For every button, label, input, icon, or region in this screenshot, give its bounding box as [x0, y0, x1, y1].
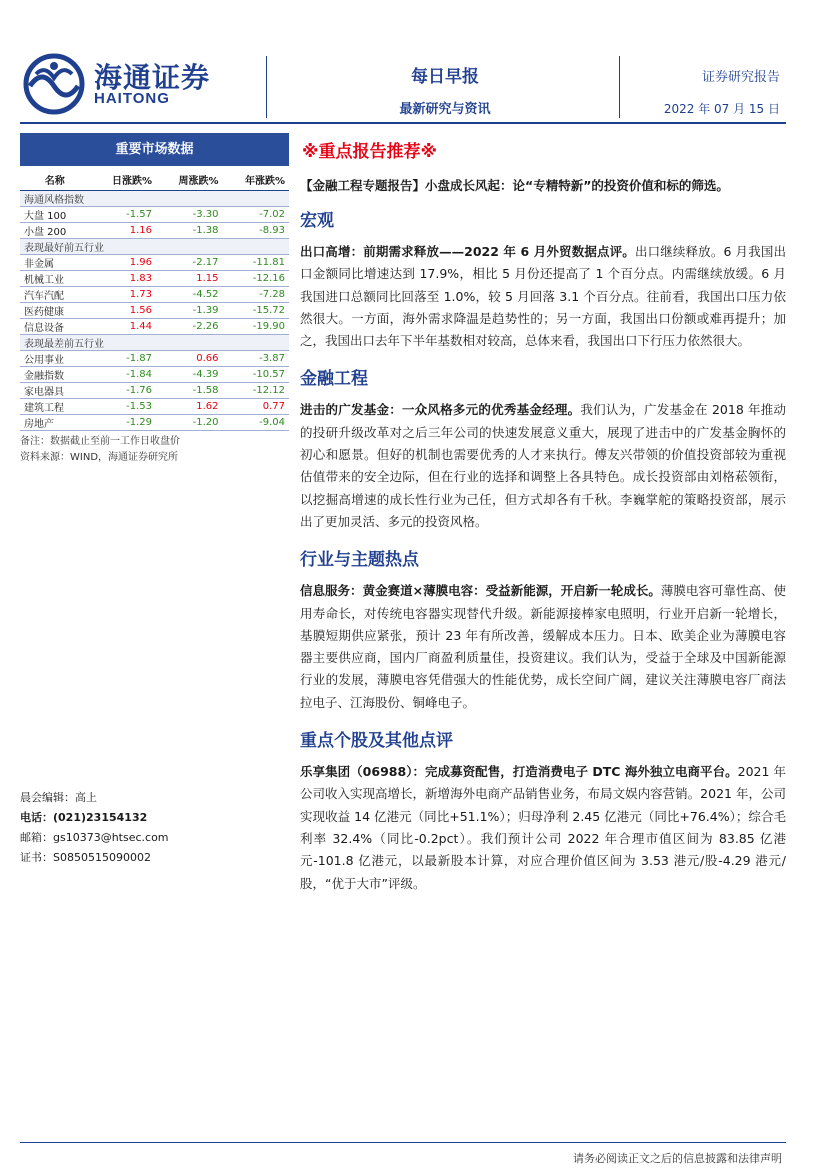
table-group-label: 表现最好前五行业 [20, 238, 289, 254]
row-name: 小盘 200 [20, 222, 90, 238]
row-name: 信息设备 [20, 318, 90, 334]
table-row [20, 254, 289, 270]
section-body-stocks [300, 761, 786, 895]
row-yearly-change: -8.93 [223, 222, 290, 238]
section-lead-macro: 出口高增：前期需求释放——2022 年 6 月外贸数据点评。 [300, 244, 635, 259]
table-row [20, 270, 289, 286]
table-group-row [20, 190, 289, 206]
row-name: 家电器具 [20, 382, 90, 398]
row-yearly-change: -10.57 [223, 366, 290, 382]
row-name: 汽车汽配 [20, 286, 90, 302]
table-header-row [20, 170, 289, 190]
row-name: 机械工业 [20, 270, 90, 286]
row-yearly-change: 0.77 [223, 398, 290, 414]
row-yearly-change: -15.72 [223, 302, 290, 318]
row-weekly-change: 1.15 [156, 270, 222, 286]
section-text-stocks: 2021 年公司收入实现高增长，新增海外电商产品销售业务，布局文娱内容营销。2021 年，公司实现收益 14 亿港元（同比+51.1%）；归母净利 2.45 亿港元（同比+76.4%）；综合毛利率 32.4%（同比-0.2pct）。我们预计公司 2022 年合理市值区间为 83.85 亿港元-101.8 亿港元，以最新股本计算，对应合理价值区间为 3.53 港元/股-4.29 港元/股，“优于大市”评级。 [300, 764, 786, 891]
section-text-quant: 我们认为，广发基金在 2018 年推动的投研升级改革对之后三年公司的快速发展意义重大，展现了进击中的广发基金胸怀的初心和愿景。但好的机制也需要优秀的人才来执行。傅友兴带领的价值投资部较为重视估值带来的安全边际，但在行业的选择和调整上各具特色。成长投资部由刘格菘领衔，以挖掘高增速的成长性行业为己任，但方式却各有千秋。李巍掌舵的策略投资部，展示出了更加灵活、多元的投资风格。 [300, 402, 786, 529]
editor-email[interactable]: 邮箱：gs10373@htsec.com [20, 831, 169, 844]
editor-name: 晨会编辑：高上 [20, 791, 97, 804]
row-weekly-change: 0.66 [156, 350, 222, 366]
header-rule [20, 122, 786, 124]
table-row [20, 382, 289, 398]
col-yearly: 年涨跌% [223, 170, 290, 190]
section-text-macro: 出口继续释放。6 月我国出口金额同比增速达到 17.9%，相比 5 月份还提高了 1 个百分点。内需继续放缓。6 月我国进口总额同比回落至 1.0%，较 5 月回落 3.1 个百分点。往前看，我国出口压力依然很大。一方面，海外需求降温是趋势性的；另一方面，我国出口份额或难再提升；加之，我国出口去年下半年基数相对较高，总体来看，我国出口下行压力依然很大。 [300, 244, 786, 349]
table-row [20, 398, 289, 414]
table-row [20, 366, 289, 382]
row-weekly-change: -3.30 [156, 206, 222, 222]
row-weekly-change: -1.39 [156, 302, 222, 318]
logo-english-name: HAITONG [94, 90, 170, 107]
table-group-label: 海通风格指数 [20, 190, 289, 206]
row-daily-change: -1.57 [90, 206, 156, 222]
row-daily-change: 1.73 [90, 286, 156, 302]
row-weekly-change: -4.39 [156, 366, 222, 382]
row-weekly-change: 1.62 [156, 398, 222, 414]
editor-license: 证书：S0850515090002 [20, 851, 151, 864]
table-group-row [20, 334, 289, 350]
section-title-macro: 宏观 [300, 211, 334, 231]
row-weekly-change: -1.38 [156, 222, 222, 238]
row-daily-change: -1.84 [90, 366, 156, 382]
row-weekly-change: -4.52 [156, 286, 222, 302]
header-divider-left [266, 56, 267, 118]
col-weekly: 周涨跌% [156, 170, 222, 190]
row-yearly-change: -3.87 [223, 350, 290, 366]
row-daily-change: -1.76 [90, 382, 156, 398]
col-daily: 日涨跌% [90, 170, 156, 190]
row-yearly-change: -19.90 [223, 318, 290, 334]
section-lead-quant: 进击的广发基金：一众风格多元的优秀基金经理。 [300, 402, 581, 418]
row-weekly-change: -1.20 [156, 414, 222, 430]
row-name: 医药健康 [20, 302, 90, 318]
header-divider-right [619, 56, 620, 118]
row-yearly-change: -12.12 [223, 382, 290, 398]
row-daily-change: 1.96 [90, 254, 156, 270]
row-name: 非金属 [20, 254, 90, 270]
row-daily-change: 1.83 [90, 270, 156, 286]
market-data-panel [20, 133, 289, 466]
table-row [20, 318, 289, 334]
row-yearly-change: -7.28 [223, 286, 290, 302]
table-group-row [20, 238, 289, 254]
row-name: 公用事业 [20, 350, 90, 366]
row-daily-change: 1.16 [90, 222, 156, 238]
table-note: 备注：数据截止至前一工作日收盘价 [20, 435, 180, 447]
section-lead-stocks: 乐享集团（06988）：完成募资配售，打造消费电子 DTC 海外独立电商平台。 [300, 764, 738, 780]
main-content [300, 137, 786, 895]
table-row [20, 206, 289, 222]
market-data-body [20, 190, 289, 430]
section-title-quant: 金融工程 [300, 369, 368, 390]
row-weekly-change: -1.58 [156, 382, 222, 398]
row-weekly-change: -2.17 [156, 254, 222, 270]
section-body-quant [300, 399, 786, 533]
row-daily-change: 1.44 [90, 318, 156, 334]
recommendation-title: ※重点报告推荐※ [302, 142, 438, 162]
section-body-macro [300, 241, 786, 352]
row-name: 建筑工程 [20, 398, 90, 414]
table-row [20, 286, 289, 302]
section-body-industry [300, 580, 786, 714]
company-logo [22, 52, 222, 114]
row-weekly-change: -2.26 [156, 318, 222, 334]
section-lead-industry: 信息服务：黄金赛道×薄膜电容：受益新能源，开启新一轮成长。 [300, 583, 661, 599]
logo-chinese-name: 海通证券 [94, 61, 211, 94]
section-title-stocks: 重点个股及其他点评 [300, 731, 453, 752]
recommendation-line[interactable]: 【金融工程专题报告】小盘成长风起：论“专精特新”的投资价值和标的筛选。 [300, 178, 729, 193]
report-subtitle: 最新研究与资讯 [399, 102, 491, 117]
table-row [20, 302, 289, 318]
table-group-label: 表现最差前五行业 [20, 334, 289, 350]
section-text-industry: 薄膜电容可靠性高、使用寿命长，对传统电容器实现替代升级。新能源接棒家电照明，行业开启新一轮增长，基膜短期供应紧张，预计 23 年有所改善，缓解成本压力。日本、欧美企业为薄膜电容器主要供应商，国内厂商盈利质量佳，投资建议。我们认为，受益于全球及中国新能源行业的发展，薄膜电容凭借强大的性能优势，成长空间广阔，建议关注薄膜电容厂商法拉电子、江海股份、铜峰电子。 [300, 583, 786, 710]
row-daily-change: -1.53 [90, 398, 156, 414]
table-source: 资料来源：WIND，海通证券研究所 [20, 451, 179, 463]
report-date: 2022 年 07 月 15 日 [663, 102, 780, 116]
row-daily-change: 1.56 [90, 302, 156, 318]
row-yearly-change: -9.04 [223, 414, 290, 430]
editor-contact [20, 788, 220, 868]
row-name: 金融指数 [20, 366, 90, 382]
footer-disclaimer[interactable]: 请务必阅读正文之后的信息披露和法律声明 [573, 1152, 782, 1165]
row-yearly-change: -11.81 [223, 254, 290, 270]
market-data-table [20, 170, 289, 431]
section-title-industry: 行业与主题热点 [300, 550, 419, 571]
row-daily-change: -1.87 [90, 350, 156, 366]
market-data-title: 重要市场数据 [20, 133, 289, 166]
row-yearly-change: -12.16 [223, 270, 290, 286]
haitong-logo-icon [22, 52, 86, 116]
table-row [20, 350, 289, 366]
footer-rule [20, 1142, 786, 1143]
table-row [20, 222, 289, 238]
row-name: 大盘 100 [20, 206, 90, 222]
table-row [20, 414, 289, 430]
row-name: 房地产 [20, 414, 90, 430]
col-name: 名称 [20, 170, 90, 190]
row-daily-change: -1.29 [90, 414, 156, 430]
report-title: 每日早报 [411, 67, 479, 87]
report-category: 证券研究报告 [701, 70, 780, 85]
row-yearly-change: -7.02 [223, 206, 290, 222]
editor-phone: 电话：(021)23154132 [20, 811, 148, 824]
